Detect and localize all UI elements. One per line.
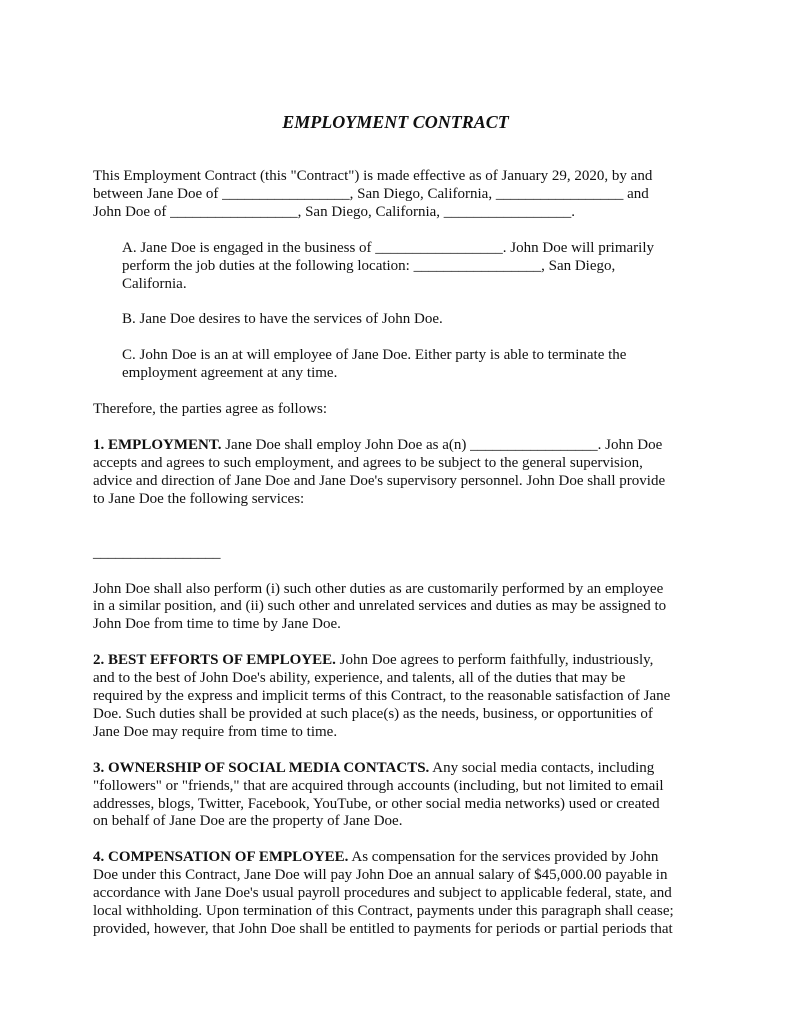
section-line: and to the best of John Doe's ability, experience, and talents, all of the duties that may be — [93, 670, 626, 687]
section-line: accepts and agrees to such employment, and agrees to be subject to the general supervision, — [93, 454, 643, 471]
section-line: Doe under this Contract, Jane Doe will pay John Doe an annual salary of $45,000.00 payable in — [93, 867, 668, 884]
recital-c — [93, 347, 703, 383]
section-heading: 4. COMPENSATION OF EMPLOYEE. — [93, 849, 349, 866]
recital-a — [93, 240, 703, 294]
section-compensation — [93, 849, 703, 939]
intro-line: This Employment Contract (this "Contract") is made effective as of January 29, 2020, by and — [93, 168, 653, 184]
section-line: required by the express and implicit terms of this Contract, to the reasonable satisfaction of Jane — [93, 688, 671, 705]
section-line: on behalf of Jane Doe are the property of Jane Doe. — [93, 813, 403, 830]
intro-paragraph — [93, 168, 703, 222]
services-blank-field: _________________ — [93, 544, 221, 561]
document-body — [93, 168, 703, 957]
section-line: provided, however, that John Doe shall be entitled to payments for periods or partial periods that — [93, 921, 673, 937]
also-perform-paragraph — [93, 581, 703, 635]
section-line: Jane Doe may require from time to time. — [93, 723, 338, 740]
section-best-efforts — [93, 652, 703, 742]
section-text: Any social media contacts, including — [429, 759, 655, 776]
services-blank-line — [93, 527, 703, 545]
recital-a-line: perform the job duties at the following location: _________________, San Diego, — [122, 257, 616, 274]
section-line: accordance with Jane Doe's usual payroll procedures and subject to applicable federal, state, and — [93, 885, 672, 902]
section-social-media — [93, 760, 703, 832]
recital-c-line: C. John Doe is an at will employee of Jane Doe. Either party is able to terminate the — [122, 347, 627, 364]
section-line: advice and direction of Jane Doe and Jane Doe's supervisory personnel. John Doe shall provide — [93, 472, 666, 489]
section-heading: 1. EMPLOYMENT. — [93, 437, 222, 454]
also-perform-line: in a similar position, and (ii) such other and unrelated services and duties as may be assigned to — [93, 598, 667, 615]
section-line: Doe. Such duties shall be provided at such place(s) as the needs, business, or opportunities of — [93, 705, 653, 722]
recital-a-line: A. Jane Doe is engaged in the business of _________________. John Doe will primarily — [122, 239, 655, 256]
also-perform-line: John Doe from time to time by Jane Doe. — [93, 616, 341, 633]
recital-a-line: California. — [122, 275, 187, 292]
section-employment — [93, 437, 703, 509]
section-line: "followers" or "friends," that are acquired through accounts (including, but not limited to email — [93, 777, 664, 794]
services-blank — [93, 527, 703, 563]
section-first-line — [93, 849, 703, 867]
section-line: to Jane Doe the following services: — [93, 490, 305, 507]
section-text: Jane Doe shall employ John Doe as a(n) _________________. John Doe — [221, 437, 663, 454]
recital-c-line: employment agreement at any time. — [122, 365, 338, 382]
section-text: John Doe agrees to perform faithfully, industriously, — [335, 652, 654, 669]
section-first-line — [93, 760, 703, 778]
intro-line: between Jane Doe of _________________, San Diego, California, _________________ and — [93, 185, 649, 202]
document-title: EMPLOYMENT CONTRACT — [282, 112, 509, 132]
section-line: local withholding. Upon termination of this Contract, payments under this paragraph shall cease; — [93, 903, 674, 920]
recital-b — [93, 311, 703, 329]
section-first-line — [93, 437, 703, 455]
recital-b-line: B. Jane Doe desires to have the services of John Doe. — [122, 311, 443, 328]
therefore-paragraph — [93, 401, 703, 419]
section-heading: 2. BEST EFFORTS OF EMPLOYEE. — [93, 652, 336, 669]
section-first-line — [93, 652, 703, 670]
section-heading: 3. OWNERSHIP OF SOCIAL MEDIA CONTACTS. — [93, 759, 430, 776]
intro-line: John Doe of _________________, San Diego, California, _________________. — [93, 203, 576, 220]
therefore-line: Therefore, the parties agree as follows: — [93, 401, 328, 418]
section-line: addresses, blogs, Twitter, Facebook, YouTube, or other social media networks) used or created — [93, 795, 660, 812]
section-text: As compensation for the services provided by John — [348, 849, 659, 866]
also-perform-line: John Doe shall also perform (i) such other duties as are customarily performed by an employee — [93, 580, 664, 597]
